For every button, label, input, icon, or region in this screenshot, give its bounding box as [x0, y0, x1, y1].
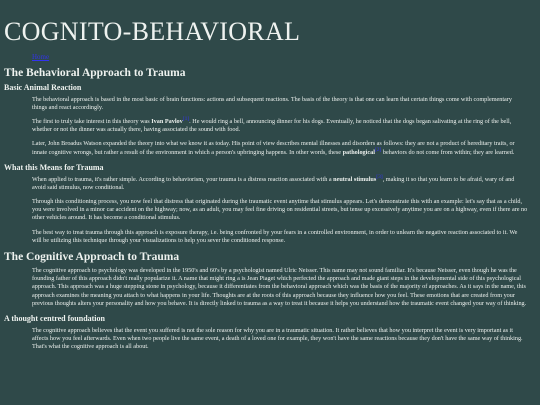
cognitive-heading: The Cognitive Approach to Trauma [4, 251, 180, 264]
trauma-meaning-heading: What this Means for Trauma [4, 162, 104, 172]
pavlov-term: Ivan Pavlov [151, 117, 183, 125]
home-link[interactable]: Home [32, 52, 50, 61]
trauma-paragraph-2: Through this conditioning process, you now feel that distress that originated during the traumatic event anytime that stimulus appears. Let's demonstrate this with an example: let's say that as a child, you were involved in a minor car accident on the highway; now, as an adult, you may feel fine driving on residential streets, but tense up excessively anytime you are on a highway, even if there are no other vehicles around. It has become a conditional stimulus. [32, 198, 528, 222]
basic-animal-reaction-heading: Basic Animal Reaction [4, 82, 82, 92]
text: The first to truly take interest in this theory was [32, 117, 152, 125]
behavioral-paragraph-3 [32, 140, 528, 156]
pathological-term: pathological [342, 148, 375, 156]
cognitive-paragraph-2: The cognitive approach believes that the event you suffered is not the sole reason for why you are in a traumatic situation. It rather believes that how you interpret the event is very important as it affects how you feel afterwards. Even when two people live the same event, a death of a loved one for example, they won't have the same reactions because they don't have the same way of thinking. That's what the cognitive approach is all about. [32, 326, 523, 351]
behavioral-paragraph-2 [32, 115, 528, 134]
text: . He would ring a bell, announcing dinner for his dogs. Eventually, he noticed that the dogs began salivating at the ring of the bell, whether or not the dinner was actually there, having associated the sound with food. [32, 117, 512, 134]
text: Later, John Broadus Watson expanded the theory into what we know it as today. His point of view describes mental illnesses and disorders as follows: they are not a product of hereditary traits, or innate cognitive wrongs, but rather a result of the environment in which a person's upbringing happens. In other words, these [32, 140, 515, 156]
neutral-stimulus-term: neutral stimulus [333, 175, 377, 183]
footnote-link-2[interactable]: [2] [374, 146, 382, 153]
page-title: COGNITO-BEHAVIORAL [4, 17, 301, 46]
trauma-paragraph-3: The best way to treat trauma through this approach is exposure therapy, i.e. being confronted by your fears in a controlled environment, in order to unlearn the negative reaction associated to it. We will be utilizing this technique through your visualizations to help you sever the conditioned response. [32, 228, 518, 244]
text: behaviors do not come from within; they are learned. [381, 148, 515, 156]
behavioral-heading: The Behavioral Approach to Trauma [4, 66, 186, 79]
text: When applied to trauma, it's rather simple. According to behaviorism, your trauma is a distress reaction associated with a [32, 175, 334, 183]
trauma-paragraph-1 [32, 173, 528, 192]
thought-foundation-heading: A thought centred foundation [4, 313, 105, 323]
footnote-link-3[interactable]: [3] [376, 173, 383, 180]
footnote-link-1[interactable]: [1] [182, 115, 190, 122]
text: , making it so that you learn to be afraid, wary of and avoid said stimulus, now conditional. [32, 175, 515, 191]
behavioral-paragraph-1: The behavioral approach is based in the most basic of brain functions: actions and subsequent reactions. The basis of the theory is that one can learn that certain things come with complementary things and react accordingly. [32, 95, 512, 111]
cognitive-paragraph-1: The cognitive approach to psychology was developed in the 1950's and 60's by a psychologist named Ulric Neisser. This name may not sound familiar. It's because Neisser, even though he was the founding father of this approach didn't really popularize it. A name that might ring a is Jean Piaget which perfected the approach and made giant steps in the developmental side of this psychological approach. This approach was a huge stepping stone in psychology, because it differentiates from the behavioral approach which was the basis of the majority of approaches. As it says in the name, this approach examines the meaning you attach to what happens in your life. Thoughts are at the roots of this approach because they influence how you feel. These emotions that are created from your previous thoughts alters your personality and how you behave. It is directly linked to trauma as a way to treat it because it helps you understand how the traumatic event changed your way of thinking. [32, 267, 527, 307]
